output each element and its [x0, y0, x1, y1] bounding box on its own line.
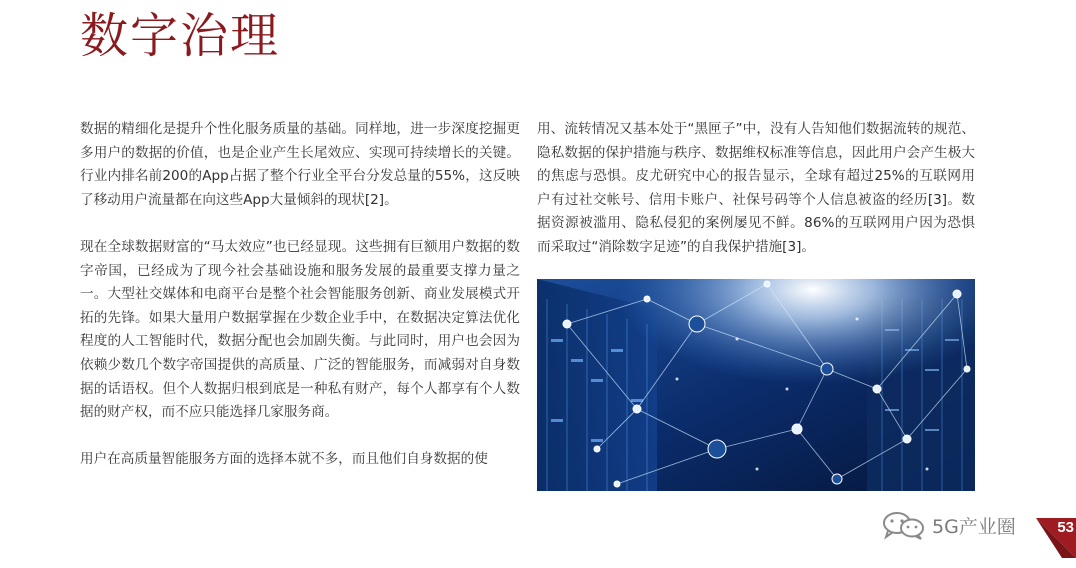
right-column	[537, 118, 975, 283]
paragraph: 用、流转情况又基本处于“黑匣子”中，没有人告知他们数据流转的规范、隐私数据的保护措施与秩序、数据维权标准等信息，因此用户会产生极大的焦虑与恐惧。皮尤研究中心的报告显示，全球有超过25%的互联网用户有过社交帐号、信用卡账户、社保号码等个人信息被盗的经历[3]。数据资源被滥用、隐私侵犯的案例屡见不鲜。86%的互联网用户因为恐惧而采取过“消除数字足迹”的自我保护措施[3]。	[537, 121, 975, 255]
watermark-text: 5G产业圈	[932, 515, 1016, 538]
server-room-network-image	[537, 279, 975, 491]
paragraph: 用户在高质量智能服务方面的选择本就不多，而且他们自身数据的使	[80, 451, 488, 468]
page-number: 53	[1057, 519, 1074, 536]
paragraph: 现在全球数据财富的“马太效应”也已经显现。这些拥有巨额用户数据的数字帝国，已经成为了现今社会基础设施和服务发展的最重要支撑力量之一。大型社交媒体和电商平台是整个社会智能服务创新、商业发展模式开拓的先锋。如果大量用户数据掌握在少数企业手中，在数据决定算法优化程度的人工智能时代，数据分配也会加剧失衡。与此同时，用户也会因为依赖少数几个数字帝国提供的高质量、广泛的智能服务，而减弱对自身数据的话语权。但个人数据归根到底是一种私有财产，每个人都享有个人数据的财产权，而不应只能选择几家服务商。	[80, 238, 520, 421]
page-title: 数字治理	[80, 8, 281, 64]
left-column	[80, 118, 520, 496]
watermark	[880, 510, 1016, 540]
paragraph: 数据的精细化是提升个性化服务质量的基础。同样地，进一步深度挖掘更多用户的数据的价值，也是企业产生长尾效应、实现可持续增长的关键。行业内排名前200的App占据了整个行业全平台分发总量的55%，这反映了移动用户流量都在向这些App大量倾斜的现状[2]。	[80, 121, 520, 208]
wechat-icon	[880, 510, 926, 540]
